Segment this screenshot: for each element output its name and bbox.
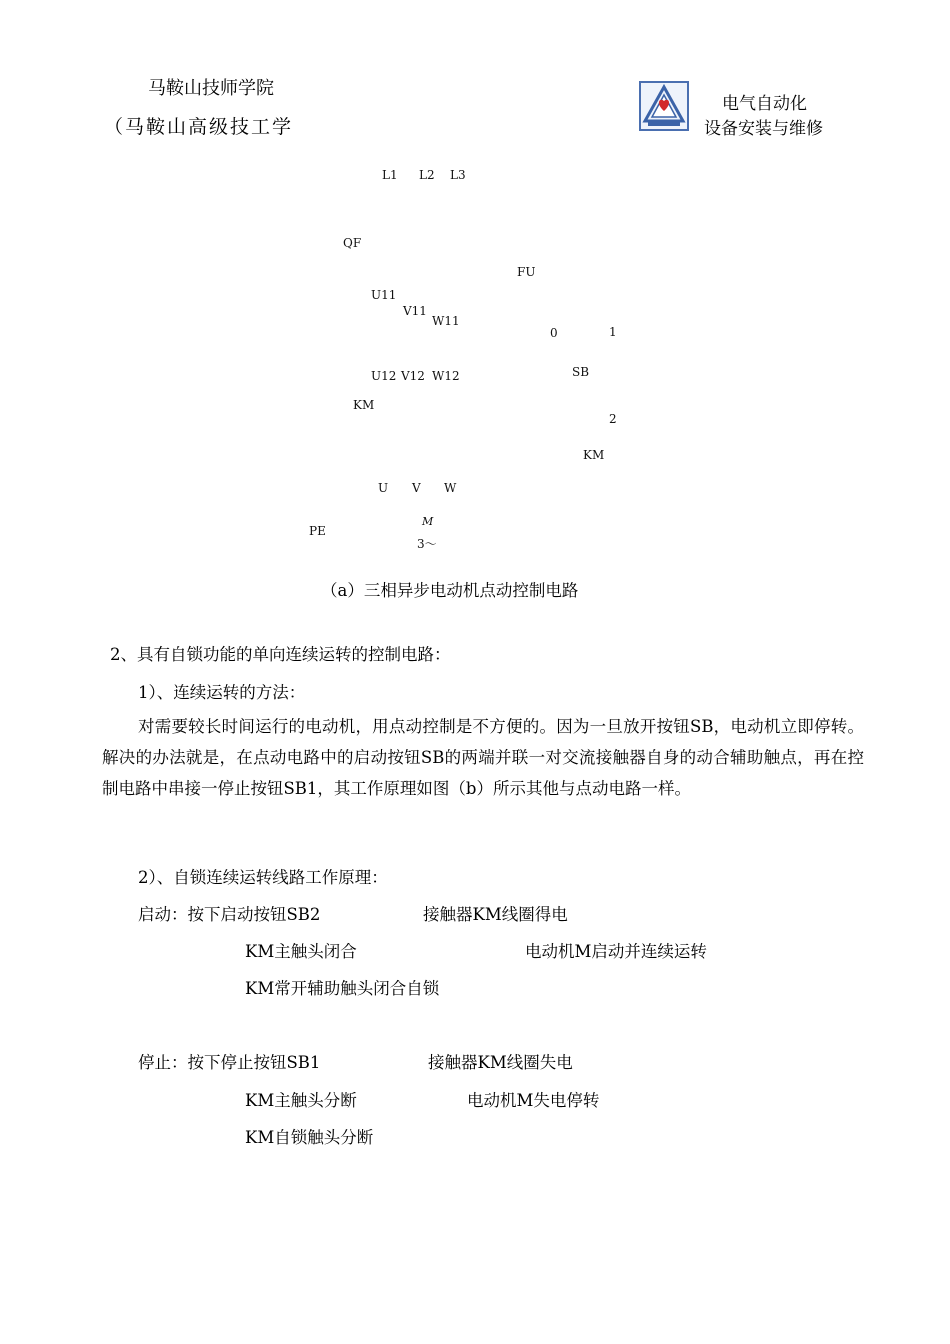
section-heading: 2、具有自锁功能的单向连续运转的控制电路： bbox=[110, 645, 451, 664]
label-u11: U11 bbox=[371, 288, 397, 302]
label-fu: FU bbox=[517, 265, 536, 279]
label-w: W bbox=[444, 481, 457, 495]
method-paragraph: 对需要较长时间运行的电动机，用点动控制是不方便的。因为一旦放开按钮SB，电动机立即停转。解决的办法就是，在点动电路中的启动按钮SB的两端并联一对交流接触器自身的动合辅助触点，再在控制电路中串接一停止按钮SB1，其工作原理如图（b）所示其他与点动电路一样。 bbox=[102, 717, 864, 798]
course-title-line2: 设备安装与维修 bbox=[704, 119, 823, 139]
label-km-main: KM bbox=[353, 398, 375, 412]
school-alt-name: （马鞍山高级技工学 bbox=[104, 116, 294, 138]
start-self-lock: KM常开辅助触头闭合自锁 bbox=[245, 979, 440, 998]
start-motor-result: 电动机M启动并连续运转 bbox=[525, 942, 707, 961]
label-v11: V11 bbox=[403, 304, 427, 318]
label-pe: PE bbox=[309, 524, 326, 538]
school-emblem-icon bbox=[641, 83, 687, 129]
label-node-2: 2 bbox=[609, 412, 617, 426]
label-node-1: 1 bbox=[609, 325, 617, 339]
start-result: 接触器KM线圈得电 bbox=[423, 905, 568, 924]
label-sb: SB bbox=[572, 365, 590, 379]
label-w12: W12 bbox=[432, 369, 460, 383]
stop-step: 停止：按下停止按钮SB1 bbox=[138, 1053, 321, 1072]
label-qf: QF bbox=[343, 236, 362, 250]
school-name: 马鞍山技师学院 bbox=[148, 78, 274, 99]
label-l2: L2 bbox=[419, 168, 435, 182]
label-motor-phase: 3～ bbox=[417, 537, 437, 551]
label-u12: U12 bbox=[371, 369, 397, 383]
stop-main-contact: KM主触头分断 bbox=[245, 1091, 357, 1110]
label-l3: L3 bbox=[450, 168, 466, 182]
label-u: U bbox=[378, 481, 389, 495]
label-node-0: 0 bbox=[550, 326, 558, 340]
label-motor: M bbox=[422, 515, 434, 528]
stop-result: 接触器KM线圈失电 bbox=[428, 1053, 573, 1072]
subheading-principle: 2）、自锁连续运转线路工作原理： bbox=[138, 868, 388, 887]
label-l1: L1 bbox=[382, 168, 398, 182]
subheading-method: 1）、连续运转的方法： bbox=[138, 683, 306, 702]
stop-self-lock-break: KM自锁触头分断 bbox=[245, 1128, 374, 1147]
label-v: V bbox=[412, 481, 421, 495]
stop-motor-result: 电动机M失电停转 bbox=[467, 1091, 600, 1110]
label-km-coil: KM bbox=[583, 448, 605, 462]
figure-caption: （a）三相异步电动机点动控制电路 bbox=[321, 581, 579, 600]
course-title-line1: 电气自动化 bbox=[722, 94, 807, 114]
start-main-contact: KM主触头闭合 bbox=[245, 942, 357, 961]
label-w11: W11 bbox=[432, 314, 460, 328]
label-v12: V12 bbox=[401, 369, 425, 383]
school-logo-icon bbox=[639, 81, 689, 131]
start-step: 启动：按下启动按钮SB2 bbox=[138, 905, 321, 924]
